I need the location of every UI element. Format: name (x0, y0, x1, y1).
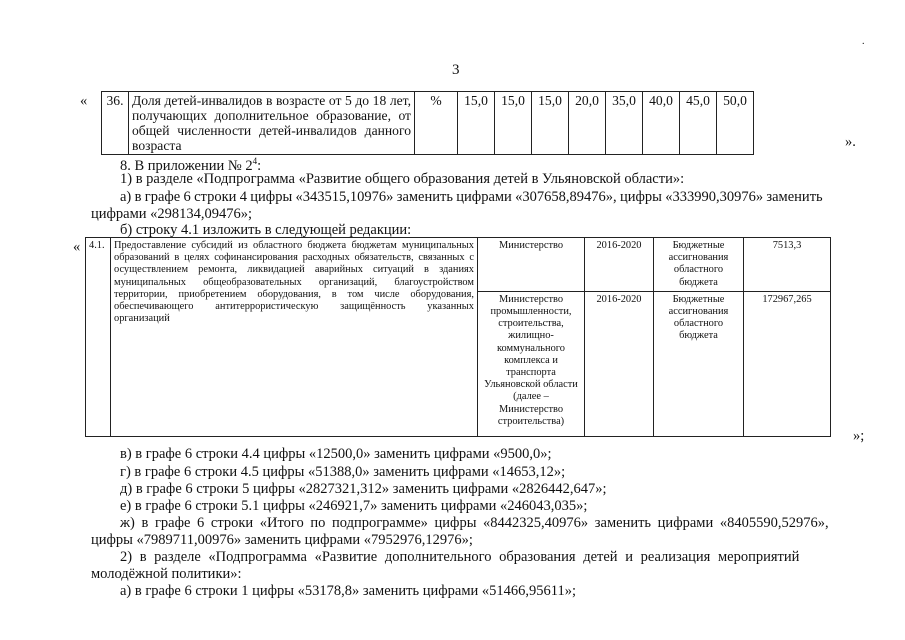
paragraph-a-line1: а) в графе 6 строки 4 цифры «343515,10976» заменить цифрами «307658,89476», цифры «333990,30976» заменить (120, 189, 823, 205)
paragraph-8-text: 8. В приложении № 2 (120, 157, 253, 174)
paragraph-2-line2: молодёжной политики»: (91, 566, 242, 582)
paragraph-8-superscript: 4 (252, 156, 258, 166)
paragraph-1: 1) в разделе «Подпрограмма «Развитие общего образования детей в Ульяновской области»: (120, 171, 685, 187)
funding-source-cell: Бюджетные ассигнования областного бюджета (654, 238, 744, 292)
table2-close-quote: »; (853, 428, 865, 444)
value-cell: 15,0 (532, 92, 569, 155)
table1-open-quote: « (80, 93, 88, 109)
paragraph-v: в) в графе 6 строки 4.4 цифры «12500,0» заменить цифрами «9500,0»; (120, 446, 552, 462)
period-cell: 2016-2020 (585, 291, 654, 436)
table2-open-quote: « (73, 239, 81, 255)
paragraph-zh-line1: ж) в графе 6 строки «Итого по подпрограмме» цифры «8442325,40976» заменить цифрами «8405590,52976», (120, 515, 829, 531)
program-table (85, 237, 831, 437)
paragraph-b: б) строку 4.1 изложить в следующей редакции: (120, 222, 412, 238)
funding-source-cell: Бюджетные ассигнования областного бюджета (654, 291, 744, 436)
paragraph-2-line1: 2) в разделе «Подпрограмма «Развитие дополнительного образования детей и реализация мероприятий (120, 549, 800, 565)
paragraph-a2: а) в графе 6 строки 1 цифры «53178,8» заменить цифрами «51466,95611»; (120, 583, 577, 599)
paragraph-zh-line2: цифры «7989711,00976» заменить цифрами «7952976,12976»; (91, 532, 473, 548)
period-cell: 2016-2020 (585, 238, 654, 292)
table-row (86, 238, 831, 292)
value-cell: 15,0 (495, 92, 532, 155)
executor-cell: Министерство промышленности, строительства, жилищно-коммунального комплекса и транспорта Ульяновской области (далее – Министерство строительства) (478, 291, 585, 436)
corner-mark: . (862, 36, 865, 47)
amount-cell: 7513,3 (744, 238, 831, 292)
indicator-description: Доля детей-инвалидов в возрасте от 5 до 18 лет, получающих дополнительное образование, от общей численности детей-инвалидов данного возраста (129, 92, 415, 155)
executor-cell: Министерство (478, 238, 585, 292)
value-cell: 45,0 (680, 92, 717, 155)
value-cell: 35,0 (606, 92, 643, 155)
paragraph-e: е) в графе 6 строки 5.1 цифры «246921,7» заменить цифрами «246043,035»; (120, 498, 588, 514)
value-cell: 50,0 (717, 92, 754, 155)
paragraph-8-tail: : (257, 157, 262, 174)
table1-close-quote: ». (845, 134, 856, 150)
value-cell: 15,0 (458, 92, 495, 155)
row-number: 36. (102, 92, 129, 155)
paragraph-g: г) в графе 6 строки 4.5 цифры «51388,0» заменить цифрами «14653,12»; (120, 464, 566, 480)
table-row (102, 92, 754, 155)
indicator-table (101, 91, 754, 155)
amount-cell: 172967,265 (744, 291, 831, 436)
unit-cell: % (415, 92, 458, 155)
paragraph-d: д) в графе 6 строки 5 цифры «2827321,312» заменить цифрами «2826442,647»; (120, 481, 607, 497)
page-number: 3 (452, 62, 460, 78)
row-number: 4.1. (86, 238, 111, 437)
paragraph-a-line2: цифрами «298134,09476»; (91, 206, 253, 222)
value-cell: 40,0 (643, 92, 680, 155)
measure-description: Предоставление субсидий из областного бюджета бюджетам муниципальных образований в целях софинансирования расходных обязательств, связанных с осуществлением ремонта, ликвидацией аварийных ситуаций в зданиях муниципальных общеобразовательных организаций, благоустройством территории, приобретением оборудования, в том числе оборудования, обеспечивающего антитеррористическую защищённость указанных организаций (111, 238, 478, 437)
value-cell: 20,0 (569, 92, 606, 155)
